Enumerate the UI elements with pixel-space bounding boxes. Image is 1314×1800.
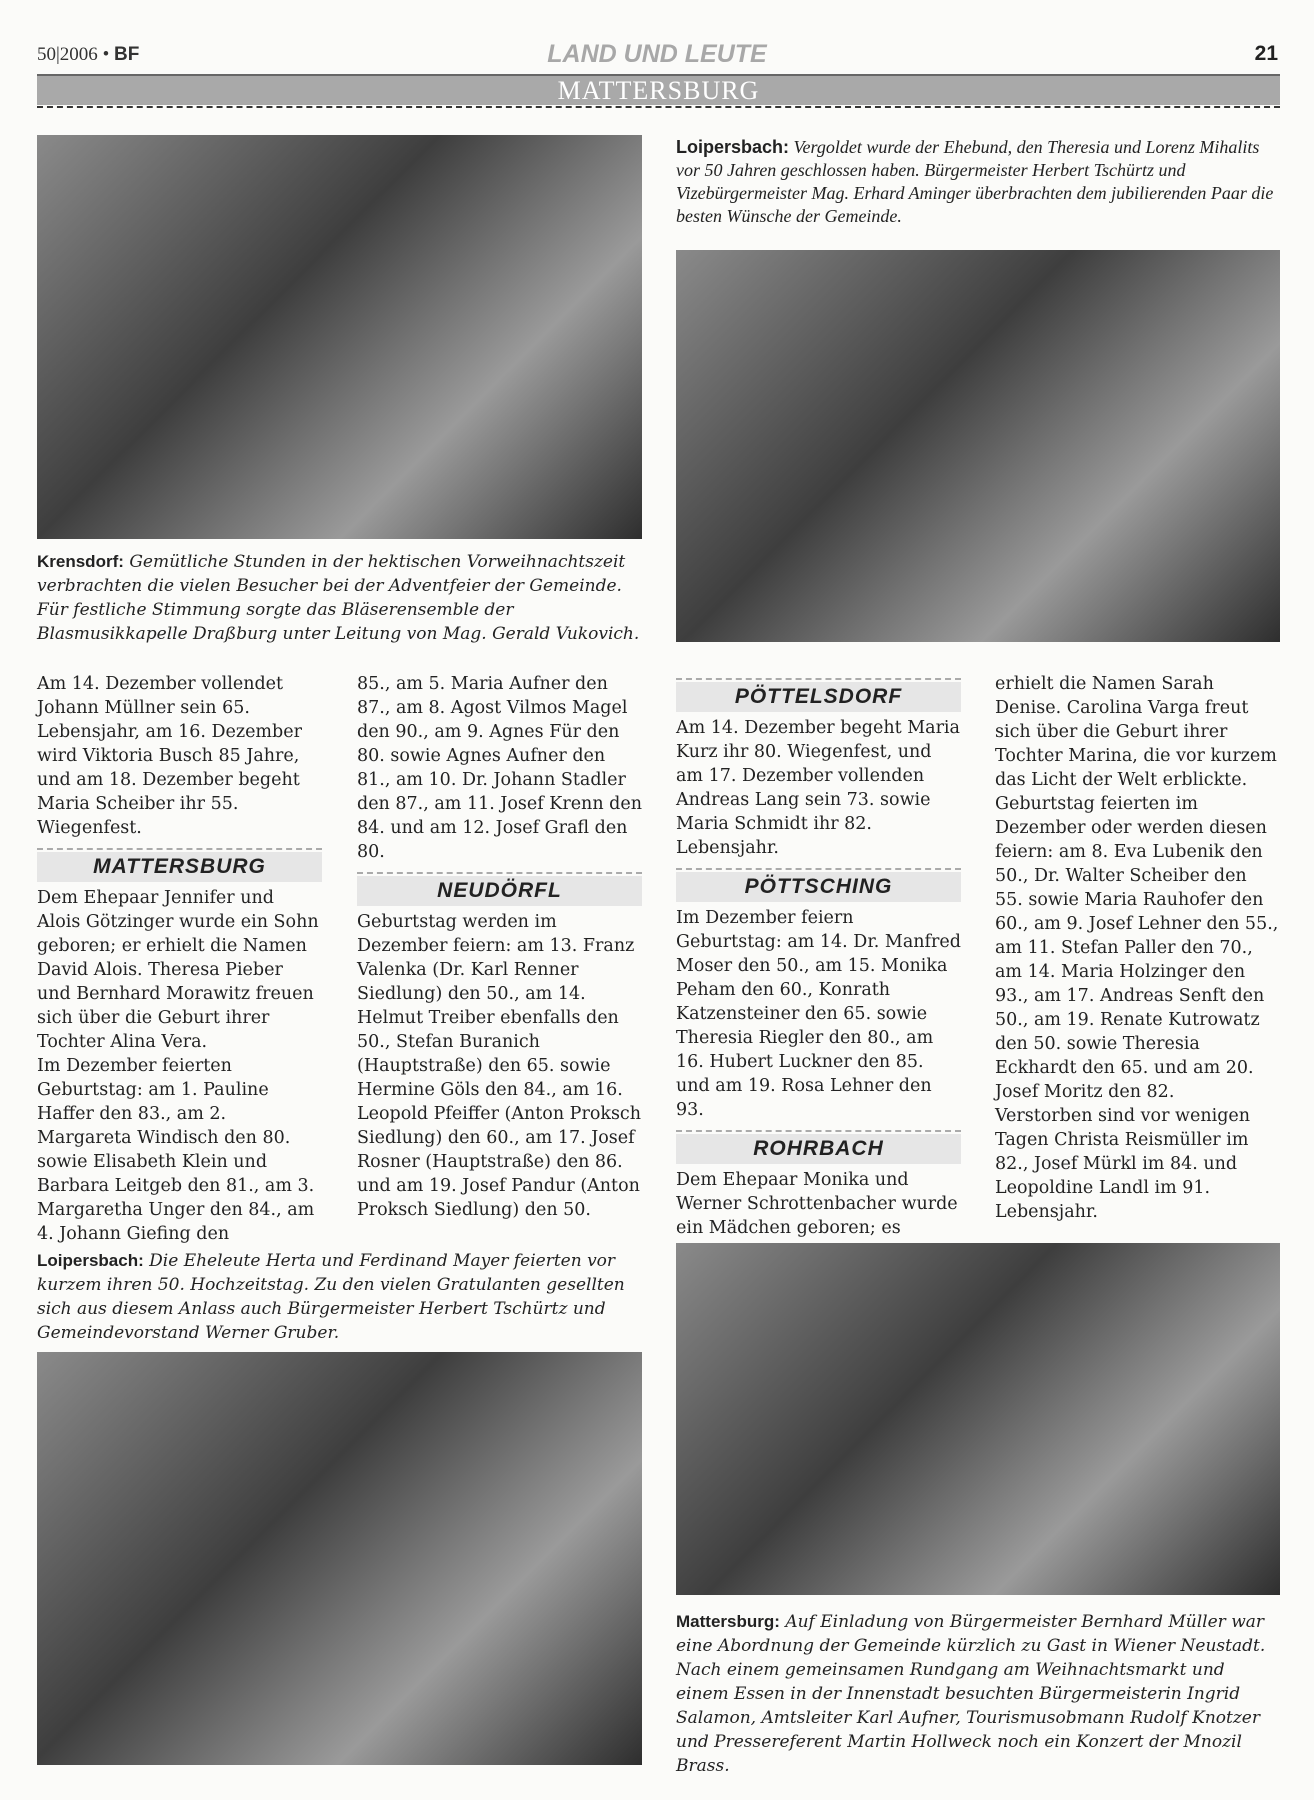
- paragraph: Am 14. Dezember vollendet Johann Müllner sein 65. Lebensjahr, am 16. Dezember wird Viktoria Busch 85 Jahre, und am 18. Dezember begeht Maria Scheiber ihr 55. Wiegenfest.: [37, 674, 302, 838]
- caption-loipersbach-bottom: Loipersbach: Die Eheleute Herta und Ferdinand Mayer feierten vor kurzem ihren 50. Hochzeitstag. Zu den vielen Gratulanten gesellten sich aus diesem Anlass auch Bürgermeister Herbert Tschürtz und Gemeindevorstand Werner Gruber.: [37, 1251, 625, 1343]
- section-heading-poettsching: PÖTTSCHING: [676, 868, 961, 902]
- issue-label: 50|2006 • BF: [37, 44, 140, 65]
- caption-loipersbach-top: Loipersbach: Vergoldet wurde der Ehebund, den Theresia und Lorenz Mihalits vor 50 Jahren geschlossen haben. Bürgermeister Herbert Tschürtz und Vizebürgermeister Mag. Erhard Aminger überbrachten dem jubilierenden Paar die besten Wünsche der Gemeinde.: [676, 137, 1274, 226]
- column-1: [37, 672, 322, 1246]
- paragraph: Dem Ehepaar Monika und Werner Schrottenbacher wurde ein Mädchen geboren; es: [676, 1170, 958, 1238]
- photo-krensdorf-brass-ensemble: [37, 135, 642, 539]
- publication-name: BF: [113, 44, 140, 65]
- paragraph: 85., am 5. Maria Aufner den 87., am 8. Agost Vilmos Magel den 90., am 9. Agnes Für den 80. sowie Agnes Aufner den 81., am 10. Dr. Johann Stadler den 87., am 11. Josef Krenn den 84. und am 12. Josef Grafl den 80.: [357, 674, 642, 862]
- photo-loipersbach-mayer-anniversary: [37, 1352, 642, 1765]
- paragraph: Geburtstag werden im Dezember feiern: am 13. Franz Valenka (Dr. Karl Renner Siedlung) den 50., am 14. Helmut Treiber ebenfalls den 50., Stefan Buranich (Hauptstraße) den 65. sowie Hermine Göls den 84., am 16. Leopold Pfeiffer (Anton Proksch Siedlung) den 60., am 17. Josef Rosner (Hauptstraße) den 86. und am 19. Josef Pandur (Anton Proksch Siedlung) den 50.: [357, 912, 642, 1220]
- paragraph: Geburtstag feierten im Dezember oder werden diesen feiern: am 8. Eva Lubenik den 50., Dr. Walter Scheiber den 55. sowie Maria Rauhofer den 60., am 9. Josef Lehner den 55., am 11. Stefan Paller den 70., am 14. Maria Holzinger den 93., am 17. Andreas Senft den 50., am 19. Renate Kutrowatz den 50. sowie Theresia Eckhardt den 65. und am 20. Josef Moritz den 82.: [995, 794, 1279, 1102]
- page-number: 21: [1254, 42, 1278, 65]
- photo-mattersburg-delegation: [676, 1243, 1280, 1595]
- issue-number: 50|2006: [37, 44, 98, 65]
- section-heading-rohrbach: ROHRBACH: [676, 1130, 961, 1164]
- region-banner: MATTERSBURG: [37, 74, 1280, 105]
- caption-krensdorf: Krensdorf: Gemütliche Stunden in der hektischen Vorweihnachtszeit verbrachten die vielen Besucher bei der Adventfeier der Gemeinde. Für festliche Stimmung sorgte das Bläserensemble der Blasmusikkapelle Draßburg unter Leitung von Mag. Gerald Vukovich.: [37, 552, 640, 644]
- caption-mattersburg: Mattersburg: Auf Einladung von Bürgermeister Bernhard Müller war eine Abordnung der Gemeinde kürzlich zu Gast in Wiener Neustadt. Nach einem gemeinsamen Rundgang am Weihnachtsmarkt und einem Essen in der Innenstadt besuchten Bürgermeisterin Ingrid Salamon, Amtsleiter Karl Aufner, Tourismusobmann Rudolf Knotzer und Pressereferent Martin Hollweck noch ein Konzert der Mnozil Brass.: [676, 1612, 1266, 1776]
- paragraph: Dem Ehepaar Jennifer und Alois Götzinger wurde ein Sohn geboren; er erhielt die Namen David Alois. Theresa Pieber und Bernhard Morawitz freuen sich über die Geburt ihrer Tochter Alina Vera.: [37, 888, 319, 1052]
- section-heading-neudoerfl: NEUDÖRFL: [357, 872, 642, 906]
- paragraph: Im Dezember feierten Geburtstag: am 1. Pauline Haffer den 83., am 2. Margareta Windisch den 80. sowie Elisabeth Klein und Barbara Leitgeb den 81., am 3. Margaretha Unger den 84., am 4. Johann Giefing den: [37, 1056, 315, 1244]
- column-3: [676, 672, 961, 1240]
- paragraph: Verstorben sind vor wenigen Tagen Christa Reismüller im 82., Josef Mürkl im 84. und Leopoldine Landl im 91. Lebensjahr.: [995, 1106, 1251, 1222]
- column-2: [357, 672, 642, 1222]
- section-heading-poettelsdorf: PÖTTELSDORF: [676, 678, 961, 712]
- paragraph: Im Dezember feiern Geburtstag: am 14. Dr. Manfred Moser den 50., am 15. Monika Peham den 60., Konrath Katzensteiner den 65. sowie Theresia Riegler den 80., am 16. Hubert Luckner den 85. und am 19. Rosa Lehner den 93.: [676, 908, 961, 1120]
- column-4: [995, 672, 1280, 1224]
- divider: [37, 106, 1280, 108]
- section-heading-mattersburg: MATTERSBURG: [37, 848, 322, 882]
- paragraph: Am 14. Dezember begeht Maria Kurz ihr 80. Wiegenfest, und am 17. Dezember vollenden Andreas Lang sein 73. sowie Maria Schmidt ihr 82. Lebensjahr.: [676, 718, 960, 858]
- section-title: LAND UND LEUTE: [547, 40, 767, 68]
- photo-loipersbach-golden-wedding: [676, 250, 1280, 642]
- paragraph: erhielt die Namen Sarah Denise. Carolina Varga freut sich über die Geburt ihrer Tochter Marina, die vor kurzem das Licht der Welt erblickte.: [995, 674, 1277, 790]
